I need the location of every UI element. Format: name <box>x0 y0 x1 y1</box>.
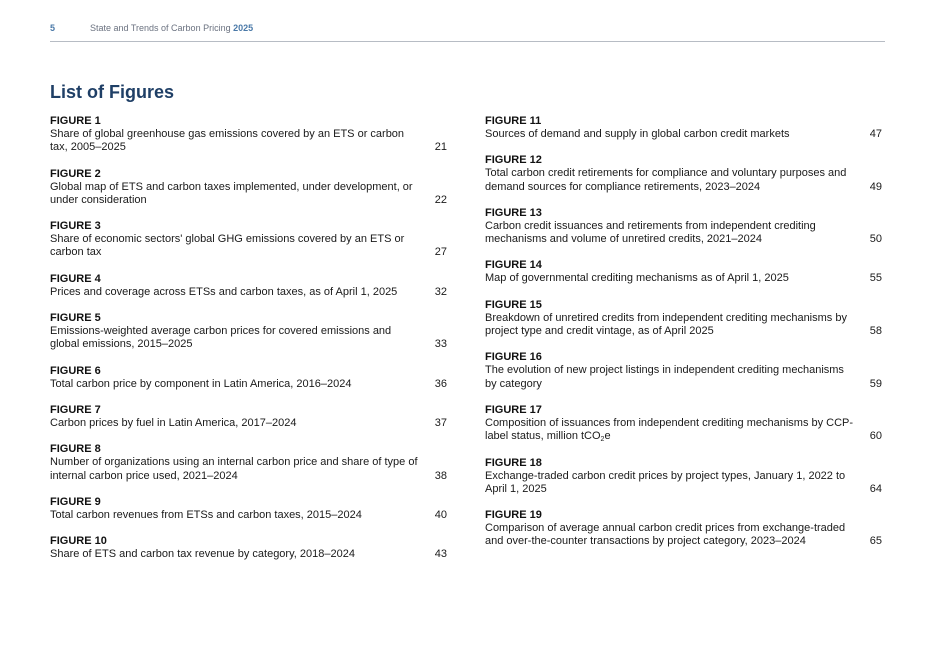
figure-entry[interactable] <box>50 496 447 522</box>
figure-description <box>50 378 435 391</box>
figure-entry[interactable] <box>485 259 882 285</box>
figure-entry[interactable] <box>50 115 447 155</box>
figure-description <box>50 325 435 352</box>
figure-row <box>50 181 447 208</box>
figure-entry[interactable] <box>50 312 447 352</box>
figure-description-text: The evolution of new project listings in independent crediting mechanisms by category <box>485 364 844 390</box>
figure-entry[interactable] <box>485 115 882 141</box>
figure-description-text: Total carbon price by component in Latin America, 2016–2024 <box>50 377 352 390</box>
figure-description <box>50 233 435 260</box>
page-header <box>50 22 885 42</box>
figure-description-text: Share of economic sectors' global GHG emissions covered by an ETS or carbon tax <box>50 233 405 259</box>
figure-page-number: 60 <box>869 430 882 443</box>
figure-description <box>485 470 870 497</box>
figure-description-text: Emissions-weighted average carbon prices for covered emissions and global emissions, 2015–2025 <box>50 325 392 351</box>
figure-page-number: 36 <box>434 377 447 390</box>
figure-label: FIGURE 18 <box>485 456 542 469</box>
figure-page-number: 64 <box>869 482 882 495</box>
figure-row <box>485 417 882 444</box>
figure-row <box>50 548 447 561</box>
figure-label: FIGURE 6 <box>50 364 101 377</box>
figure-description-text: Total carbon revenues from ETSs and carbon taxes, 2015–2024 <box>50 508 362 521</box>
running-title-year: 2025 <box>233 23 254 33</box>
figure-entry[interactable] <box>50 273 447 299</box>
page-number: 5 <box>50 23 56 33</box>
figure-description-text: Share of global greenhouse gas emissions covered by an ETS or carbon tax, 2005–2025 <box>50 128 405 154</box>
figure-description <box>485 220 870 247</box>
figure-entry[interactable] <box>485 299 882 339</box>
figure-label: FIGURE 2 <box>50 167 101 180</box>
figure-page-number: 47 <box>869 128 882 140</box>
figure-row <box>485 167 882 194</box>
section-title: List of Figures <box>50 82 175 102</box>
figure-description <box>50 128 435 155</box>
figure-label: FIGURE 1 <box>50 115 101 127</box>
figure-description <box>50 548 435 561</box>
figure-description <box>50 286 435 299</box>
figure-description-text: Carbon prices by fuel in Latin America, 2017–2024 <box>50 416 297 429</box>
figure-row <box>485 522 882 549</box>
figure-description-text: Prices and coverage across ETSs and carbon taxes, as of April 1, 2025 <box>50 285 398 298</box>
figure-description <box>485 522 870 549</box>
figure-description-text: Number of organizations using an internal carbon price and share of type of internal carbon price used, 2021–2024 <box>50 456 418 482</box>
figure-description-text: Exchange-traded carbon credit prices by project types, January 1, 2022 to April 1, 2025 <box>485 469 846 495</box>
figure-page-number: 50 <box>869 233 882 246</box>
figure-description <box>485 312 870 339</box>
figure-description-text: Carbon credit issuances and retirements from independent crediting mechanisms and volume of unretired credits, 2021–2024 <box>485 219 816 246</box>
figure-page-number: 55 <box>869 272 882 285</box>
figure-label: FIGURE 5 <box>50 312 101 325</box>
figure-row <box>485 128 882 141</box>
figure-description <box>485 167 870 194</box>
figure-row <box>485 470 882 497</box>
figure-entry[interactable] <box>50 404 447 430</box>
figure-label: FIGURE 10 <box>50 535 107 548</box>
figure-description-text: Breakdown of unretired credits from independent crediting mechanisms by project type and credit vintage, as of April 2025 <box>485 311 847 338</box>
figure-label: FIGURE 17 <box>485 403 542 416</box>
figure-row <box>50 509 447 522</box>
figure-description-text: Comparison of average annual carbon credit prices from exchange-traded and over-the-counter transactions by project category, 2023–2024 <box>485 522 846 548</box>
figure-page-number: 49 <box>869 180 882 193</box>
figure-page-number: 38 <box>434 469 447 482</box>
figure-description <box>485 272 870 285</box>
figure-page-number: 40 <box>434 508 447 521</box>
figure-label: FIGURE 11 <box>485 115 542 127</box>
figure-entry[interactable] <box>485 457 882 497</box>
figure-description-text: Global map of ETS and carbon taxes implemented, under development, or under consideration <box>50 180 413 206</box>
figure-row <box>485 220 882 247</box>
figure-row <box>50 325 447 352</box>
figure-description-tail: e <box>604 430 611 443</box>
figure-label: FIGURE 15 <box>485 298 542 311</box>
figure-row <box>50 378 447 391</box>
figure-label: FIGURE 13 <box>485 206 542 219</box>
figure-label: FIGURE 12 <box>485 154 542 167</box>
figure-description <box>485 128 870 141</box>
figure-row <box>485 364 882 391</box>
figure-entry[interactable] <box>50 443 447 483</box>
figure-label: FIGURE 9 <box>50 495 101 508</box>
figure-description-text: Share of ETS and carbon tax revenue by category, 2018–2024 <box>50 548 355 561</box>
figure-page-number: 32 <box>434 285 447 298</box>
figure-entry[interactable] <box>50 168 447 208</box>
figure-description-text: Composition of issuances from independent crediting mechanisms by CCP-label status, million tCO <box>485 416 854 443</box>
running-title-text: State and Trends of Carbon Pricing <box>90 23 231 33</box>
figure-page-number: 43 <box>434 548 447 561</box>
figure-row <box>50 456 447 483</box>
figure-row <box>485 272 882 285</box>
figure-label: FIGURE 19 <box>485 509 542 522</box>
figure-page-number: 21 <box>434 141 447 154</box>
figure-description <box>50 181 435 208</box>
figures-column-left <box>50 115 447 574</box>
figure-label: FIGURE 3 <box>50 220 101 233</box>
figure-row <box>50 128 447 155</box>
figure-description-text: Sources of demand and supply in global carbon credit markets <box>485 128 790 140</box>
figure-page-number: 37 <box>434 416 447 429</box>
figure-label: FIGURE 7 <box>50 403 101 416</box>
figure-page-number: 58 <box>869 325 882 338</box>
figure-label: FIGURE 8 <box>50 443 101 456</box>
figure-description-subscript: 2 <box>600 436 605 444</box>
figure-row <box>50 233 447 260</box>
figure-row <box>485 312 882 339</box>
figure-label: FIGURE 14 <box>485 259 542 272</box>
figure-entry[interactable] <box>50 535 447 561</box>
figure-entry[interactable] <box>485 154 882 194</box>
figure-entry[interactable] <box>50 220 447 260</box>
figure-page-number: 33 <box>434 338 447 351</box>
figure-row <box>50 417 447 430</box>
figures-column-right <box>485 115 882 562</box>
figure-page-number: 27 <box>434 246 447 259</box>
figure-description-text: Total carbon credit retirements for compliance and voluntary purposes and demand sources for compliance retirements, 2023–2024 <box>485 167 847 193</box>
figure-description <box>485 364 870 391</box>
figure-page-number: 65 <box>869 535 882 548</box>
figure-entry[interactable] <box>485 351 882 391</box>
figure-page-number: 22 <box>434 193 447 206</box>
figure-entry[interactable] <box>485 404 882 444</box>
figure-label: FIGURE 4 <box>50 272 101 285</box>
figure-description <box>50 509 435 522</box>
figure-label: FIGURE 16 <box>485 351 542 364</box>
figure-description <box>50 456 435 483</box>
figure-description-text: Map of governmental crediting mechanisms as of April 1, 2025 <box>485 272 789 285</box>
figure-entry[interactable] <box>485 207 882 247</box>
figure-entry[interactable] <box>485 509 882 549</box>
figure-description <box>50 417 435 430</box>
figure-page-number: 59 <box>869 377 882 390</box>
figure-row <box>50 286 447 299</box>
figure-entry[interactable] <box>50 365 447 391</box>
figure-description <box>485 417 870 444</box>
running-title <box>90 23 253 33</box>
